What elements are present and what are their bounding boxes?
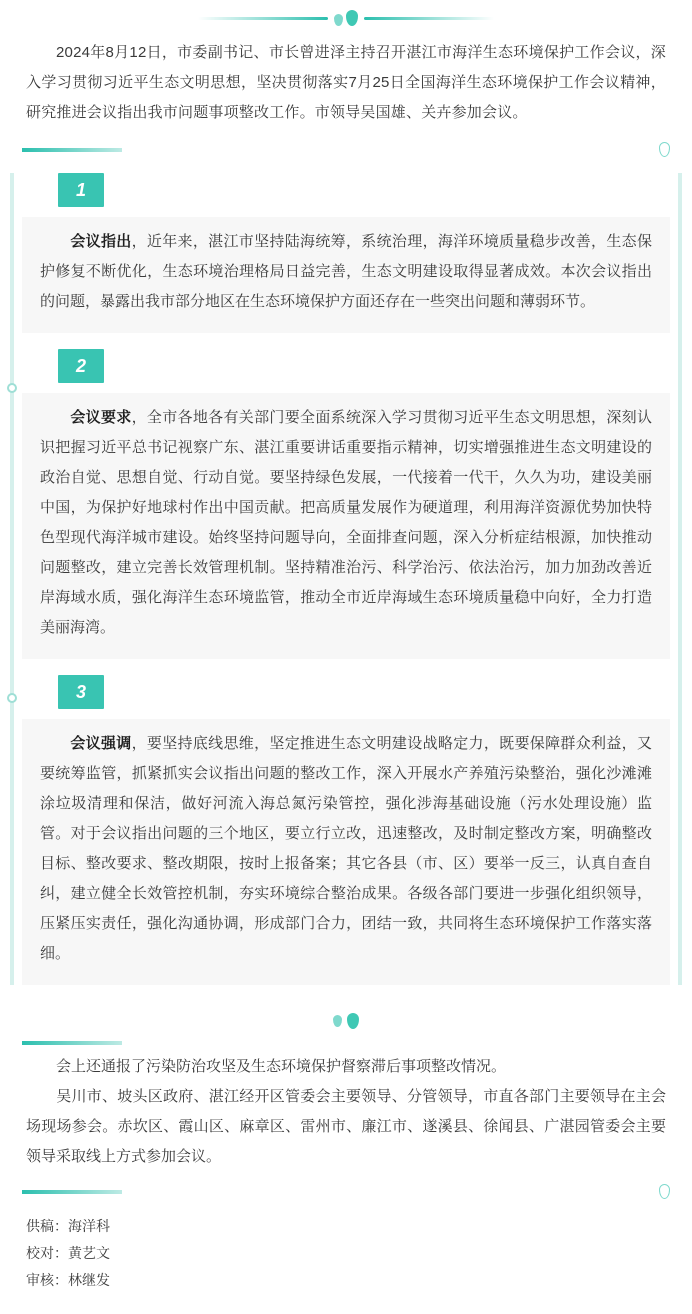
- closing-text: 会上还通报了污染防治攻坚及生态环境保护督察滞后事项整改情况。: [56, 1058, 507, 1075]
- closing-text: 吴川市、坡头区政府、湛江经开区管委会主要领导、分管领导，市直各部门主要领导在主会场现场参会。赤坎区、霞山区、麻章区、雷州市、廉江市、遂溪县、徐闻县、广湛园管委会主要领导采取线上方式参加会议。: [26, 1088, 666, 1165]
- intro-text-value: 2024年8月12日，市委副书记、市长曾进泽主持召开湛江市海洋生态环境保护工作会议，深入学习贯彻习近平生态文明思想，坚决贯彻落实7月25日全国海洋生态环境保护工作会议精神，研究推进会议指出我市问题事项整改工作。市领导吴国雄、关卉参加会议。: [26, 44, 666, 121]
- water-drop-outline-icon: [659, 142, 670, 157]
- section-paragraph: [40, 729, 652, 969]
- closing-ornament: [0, 991, 692, 1033]
- section-number-badge: 1: [58, 173, 104, 207]
- right-rail: [678, 173, 682, 985]
- ornament-line-left: [198, 17, 328, 20]
- water-drop-icon: [333, 1015, 342, 1027]
- section-text: ，近年来，湛江市坚持陆海统筹，系统治理，海洋环境质量稳步改善，生态保护修复不断优化，生态环境治理格局日益完善，生态文明建设取得显著成效。本次会议指出的问题，暴露出我市部分地区在生态环境保护方面还存在一些突出问题和薄弱环节。: [40, 233, 652, 310]
- signoff-line: 供稿：海洋科: [26, 1218, 110, 1234]
- section-card: [22, 217, 670, 333]
- rail-node: [7, 693, 17, 703]
- section-3: [22, 675, 670, 985]
- left-rail: [10, 173, 14, 985]
- signoff-line: 审核：林继发: [26, 1272, 110, 1288]
- section-number-badge: 2: [58, 349, 104, 383]
- section-divider-bottom: [0, 1033, 692, 1050]
- section-lead: 会议要求: [70, 409, 132, 426]
- top-ornament: [0, 0, 692, 32]
- section-2: [22, 349, 670, 659]
- intro-paragraph: [0, 32, 692, 128]
- water-drop-icon: [346, 10, 358, 26]
- section-text: ，要坚持底线思维，坚定推进生态文明建设战略定力，既要保障群众利益，又要统筹监管，抓紧抓实会议指出问题的整改工作，深入开展水产养殖污染整治，强化沙滩滩涂垃圾清理和保洁，做好河流入海总氮污染管控，强化涉海基础设施（污水处理设施）监管。对于会议指出问题的三个地区，要立行立改，迅速整改，及时制定整改方案，明确整改目标、整改要求、整改期限，按时上报备案；其它各县（市、区）要举一反三，认真自查自纠，建立健全长效管控机制，夯实环境综合整治成果。各级各部门要进一步强化组织领导，压紧压实责任，强化沟通协调，形成部门合力，团结一致，共同将生态环境保护工作落实落细。: [40, 735, 652, 962]
- divider-bar: [22, 1190, 122, 1194]
- section-lead: 会议指出: [70, 233, 132, 250]
- water-drop-icon: [347, 1013, 359, 1029]
- section-paragraph: [40, 403, 652, 643]
- water-drop-group: [334, 10, 358, 26]
- section-divider-top: [0, 128, 692, 157]
- closing-paragraphs: [0, 1050, 692, 1172]
- section-lead: 会议强调: [70, 735, 132, 752]
- divider-bar: [22, 148, 122, 152]
- article-body: [0, 173, 692, 985]
- signoff-block: [0, 1199, 692, 1314]
- intro-text: [26, 38, 666, 128]
- section-1: [22, 173, 670, 333]
- section-number-badge: 3: [58, 675, 104, 709]
- footer-divider: [0, 1172, 692, 1199]
- ornament-line-right: [364, 17, 494, 20]
- section-card: [22, 719, 670, 985]
- section-card: [22, 393, 670, 659]
- water-drop-icon: [334, 14, 343, 26]
- signoff-line: 校对：黄艺文: [26, 1245, 110, 1261]
- rail-node: [7, 383, 17, 393]
- closing-paragraph: [26, 1052, 666, 1082]
- section-text: ，全市各地各有关部门要全面系统深入学习贯彻习近平生态文明思想，深刻认识把握习近平总书记视察广东、湛江重要讲话重要指示精神，切实增强推进生态文明建设的政治自觉、思想自觉、行动自觉。要坚持绿色发展，一代接着一代干，久久为功，建设美丽中国，为保护好地球村作出中国贡献。把高质量发展作为硬道理，利用海洋资源优势加快特色型现代海洋城市建设。始终坚持问题导向，全面排查问题，深入分析症结根源，加快推动问题整改，建立完善长效管理机制。坚持精准治污、科学治污、依法治污，加力加劲改善近岸海域水质，强化海洋生态环境监管，推动全市近岸海域生态环境质量稳中向好，全力打造美丽海湾。: [40, 409, 652, 636]
- divider-bar: [22, 1041, 122, 1045]
- closing-paragraph: [26, 1082, 666, 1172]
- section-paragraph: [40, 227, 652, 317]
